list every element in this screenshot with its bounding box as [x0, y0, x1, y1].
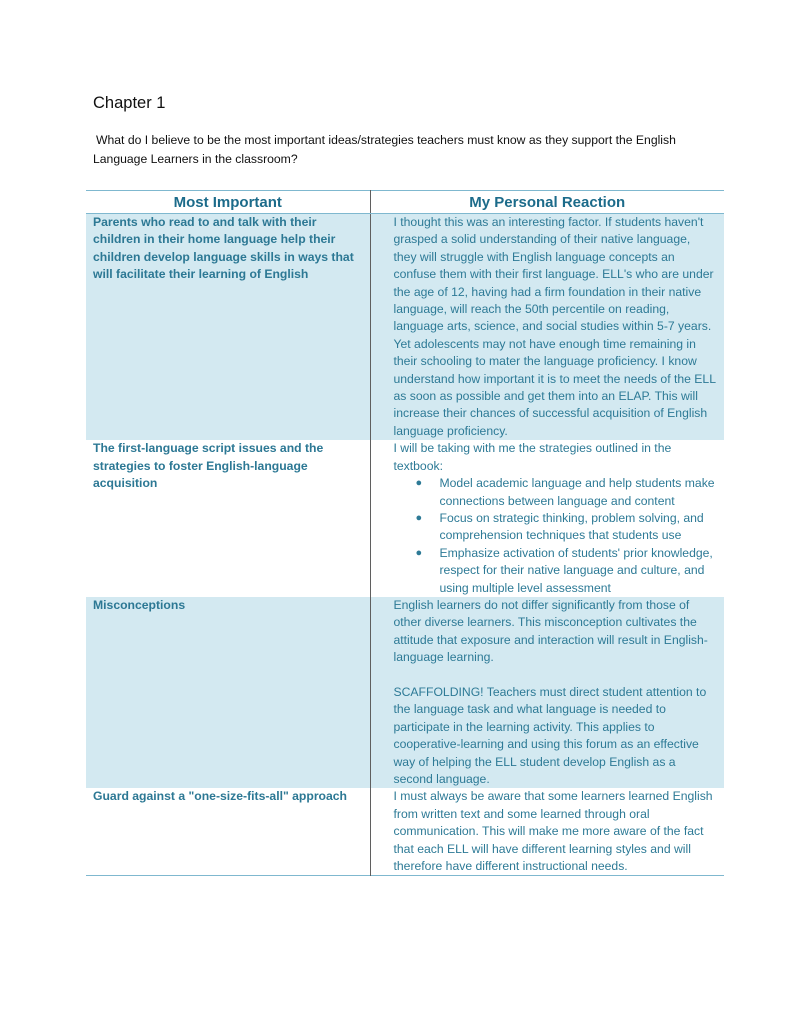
list-item-text: Focus on strategic thinking, problem solving, and comprehension techniques that students use — [439, 510, 704, 543]
chapter-heading: Chapter 1 — [93, 94, 166, 112]
important-idea-cell: Parents who read to and talk with their children in their home language help their children develop language skills in ways that will facilitate their learning of English — [86, 214, 370, 441]
important-idea-cell: The first-language script issues and the strategies to foster English-language acquisition — [86, 440, 370, 597]
table-row — [86, 597, 724, 788]
list-item-text: Model academic language and help students make connections between language and content — [439, 476, 715, 508]
list-item — [415, 475, 717, 510]
reaction-paragraph: English learners do not differ significantly from those of other diverse learners. This misconception cultivates the attitude that exposure and interaction will result in English-language learning. — [393, 597, 708, 665]
reaction-table — [86, 190, 724, 876]
important-idea-cell: Guard against a "one-size-fits-all" approach — [86, 788, 370, 876]
reaction-intro: I will be taking with me the strategies outlined in the textbook: — [393, 441, 672, 473]
reaction-cell: I thought this was an interesting factor. If students haven't grasped a solid understanding of their native language, they will struggle with English language concepts an confuse them with their first language. ELL's who are under the age of 12, having had a firm foundation in their native language, will reach the 50th percentile on reading, language arts, science, and social studies within 5-7 years. Yet adolescents may not have enough time remaining in their schooling to mater the language proficiency. I know understand how important it is to meet the needs of the ELL as soon as possible and get them into an ELAP. This will increase their chances of successful acquisition of English language proficiency. — [370, 214, 724, 441]
bullet-icon: ● — [415, 546, 423, 559]
reaction-cell — [370, 440, 724, 597]
column-header-most-important: Most Important — [86, 191, 370, 214]
table-row — [86, 788, 724, 876]
list-item-text: Emphasize activation of students' prior knowledge, respect for their native language and culture, and using multiple level assessment — [439, 545, 713, 595]
column-header-personal-reaction: My Personal Reaction — [370, 191, 724, 214]
important-idea-cell: Misconceptions — [86, 597, 370, 788]
reaction-cell — [370, 597, 724, 788]
list-item — [415, 510, 717, 545]
table-row — [86, 440, 724, 597]
table-header-row — [86, 191, 724, 214]
paragraph-spacer — [394, 667, 717, 684]
list-item — [415, 545, 717, 597]
reaction-paragraph: SCAFFOLDING! Teachers must direct student attention to the language task and what language is needed to participate in the learning activity. This applies to cooperative-learning and using this forum as an effective way of helping the ELL student develop English as a second language. — [393, 684, 707, 786]
reflection-question: What do I believe to be the most important ideas/strategies teachers must know as they support the English Language Learners in the classroom? — [93, 133, 676, 166]
bullet-icon: ● — [415, 477, 423, 490]
reaction-cell: I must always be aware that some learners learned English from written text and some learned through oral communication. This will make me more aware of the fact that each ELL will have different learning styles and will therefore have different instructional needs. — [393, 789, 713, 874]
bullet-icon: ● — [415, 511, 423, 524]
table-row — [86, 214, 724, 441]
strategy-list — [394, 475, 717, 597]
